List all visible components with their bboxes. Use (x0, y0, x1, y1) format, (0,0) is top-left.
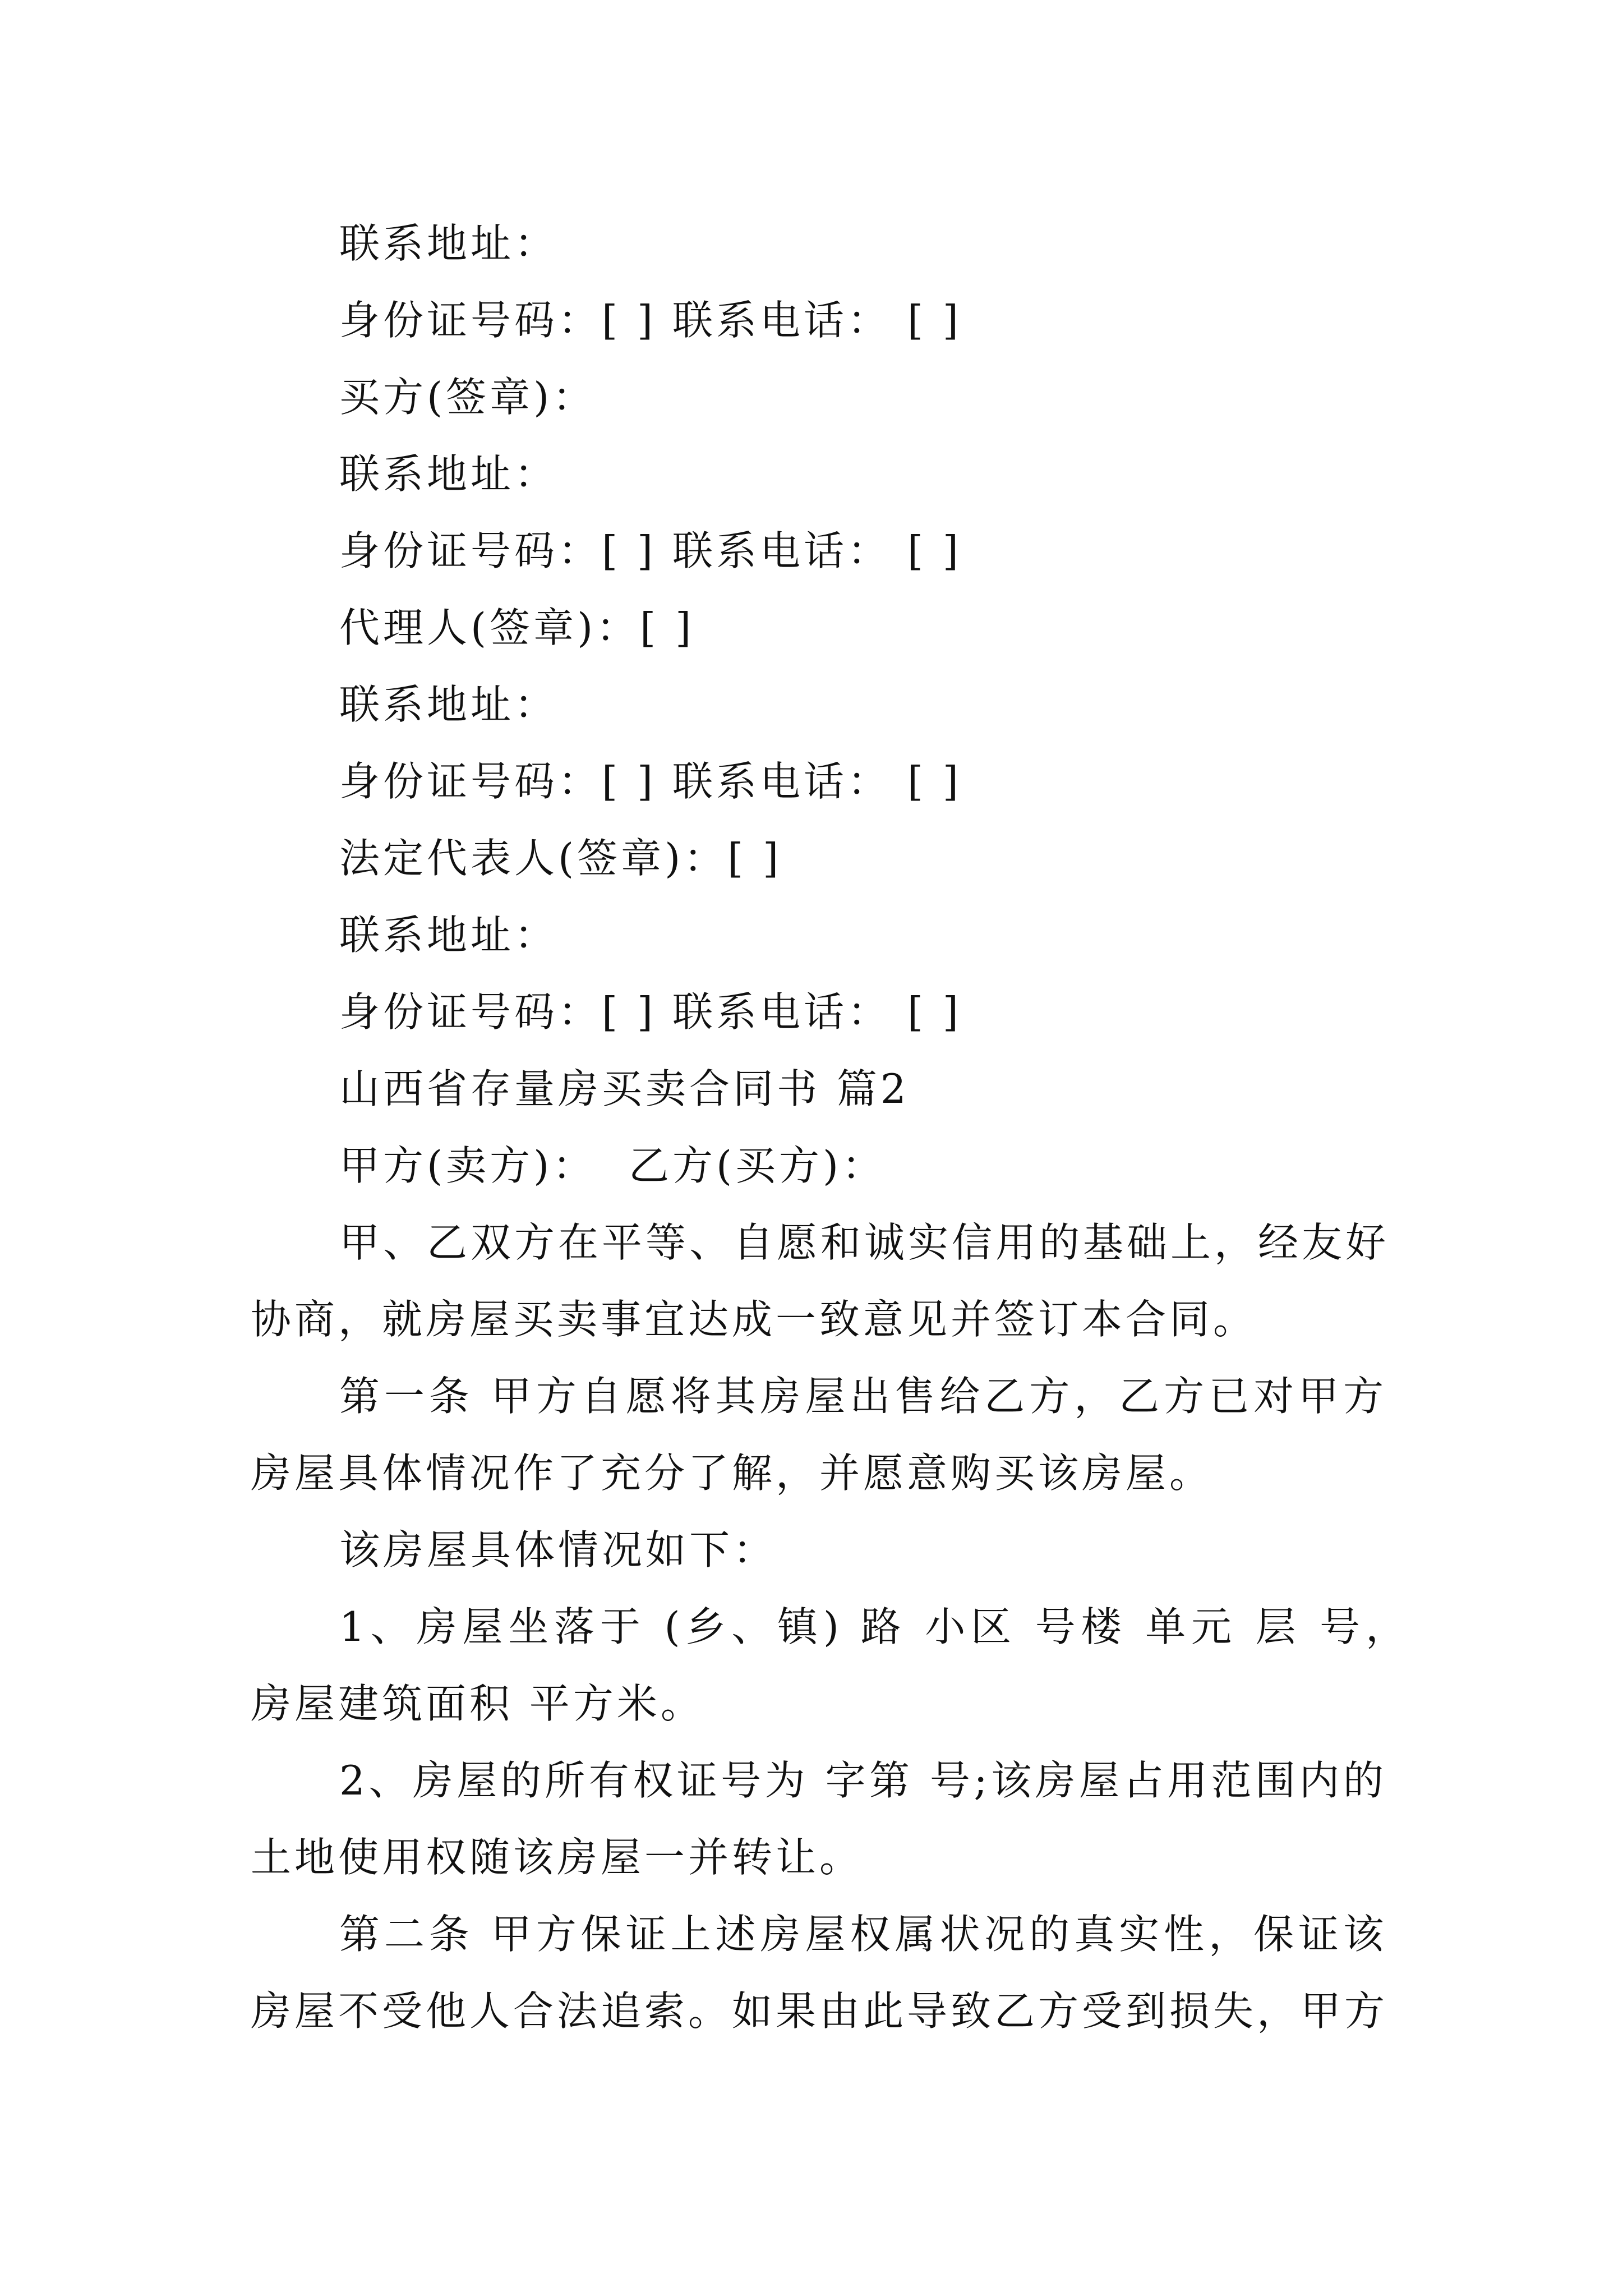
paragraph-line: 第二条 甲方保证上述房屋权属状况的真实性，保证该 (339, 1911, 1387, 1958)
buyer-id-phone-line: 身份证号码：[ ] 联系电话： [ ] (339, 527, 962, 574)
paragraph-line: 该房屋具体情况如下： (339, 1526, 777, 1573)
agent-address-line: 联系地址： (339, 681, 559, 728)
seller-address-line: 联系地址： (339, 220, 559, 267)
legal-rep-id-phone-line: 身份证号码：[ ] 联系电话： [ ] (339, 988, 962, 1036)
paragraph-line: 房屋建筑面积 平方米。 (251, 1680, 704, 1727)
paragraph-line: 土地使用权随该房屋一并转让。 (251, 1834, 864, 1881)
buyer-signature-line: 买方(签章)： (339, 374, 597, 421)
legal-rep-address-line: 联系地址： (339, 912, 559, 959)
parties-line: 甲方(卖方)： 乙方(买方)： (339, 1142, 886, 1189)
paragraph-line: 1、房屋坐落于 (乡、镇) 路 小区 号楼 单元 层 号， (339, 1603, 1409, 1650)
paragraph-line: 甲、乙双方在平等、自愿和诚实信用的基础上，经友好 (339, 1219, 1390, 1266)
paragraph-line: 第一条 甲方自愿将其房屋出售给乙方，乙方已对甲方 (339, 1373, 1387, 1420)
document-body (0, 205, 1623, 2050)
paragraph-line: 房屋具体情况作了充分了解，并愿意购买该房屋。 (251, 1450, 1214, 1497)
paragraph-line: 2、房屋的所有权证号为 字第 号;该房屋占用范围内的 (339, 1757, 1387, 1804)
agent-signature-line: 代理人(签章)：[ ] (339, 604, 695, 651)
legal-rep-signature-line: 法定代表人(签章)：[ ] (339, 835, 782, 882)
agent-id-phone-line: 身份证号码：[ ] 联系电话： [ ] (339, 758, 962, 805)
paragraph-line: 房屋不受他人合法追索。如果由此导致乙方受到损失，甲方 (251, 1987, 1389, 2035)
paragraph-line: 协商，就房屋买卖事宜达成一致意见并签订本合同。 (251, 1296, 1257, 1343)
section-title: 山西省存量房买卖合同书 篇2 (339, 1065, 910, 1112)
seller-id-phone-line: 身份证号码：[ ] 联系电话： [ ] (339, 297, 962, 344)
buyer-address-line: 联系地址： (339, 450, 559, 498)
